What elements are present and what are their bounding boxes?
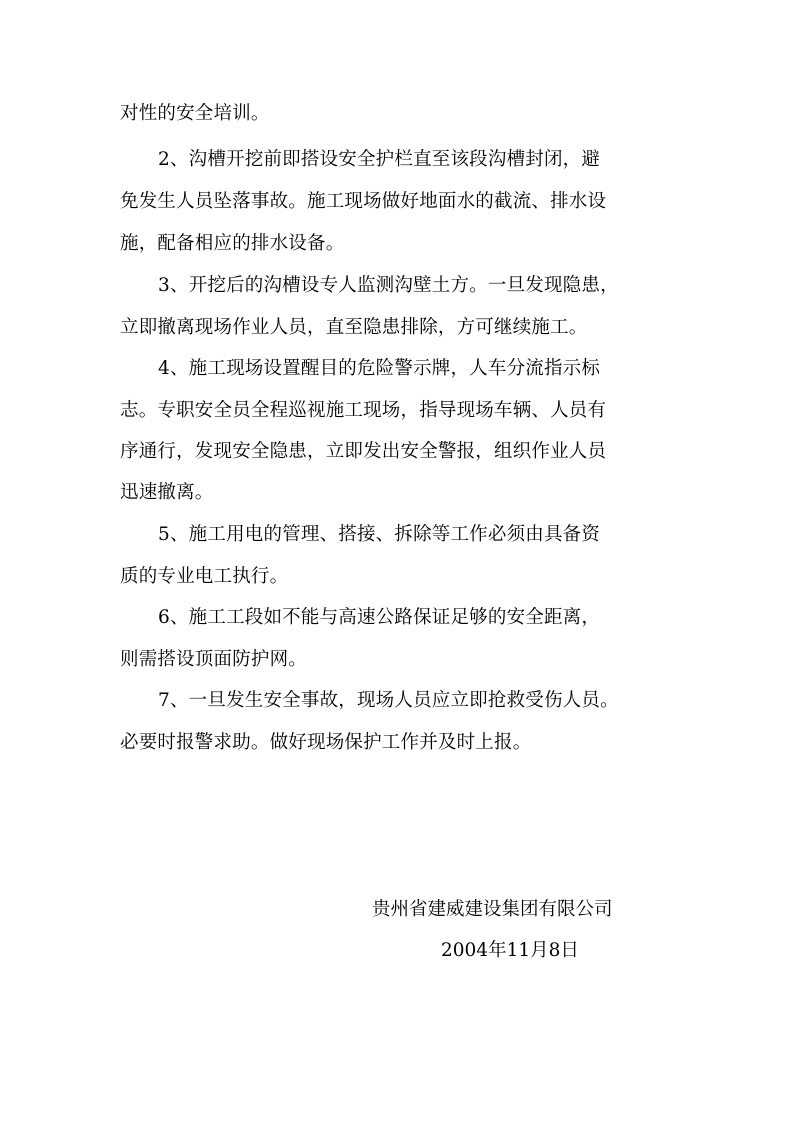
body-text-line: 施，配备相应的排水设备。 (120, 233, 345, 254)
body-text-line: 则需搭设顶面防护网。 (120, 649, 308, 670)
body-text-line: 志。专职安全员全程巡视施工现场，指导现场车辆、人员有 (120, 400, 607, 421)
item-2-text: 2、沟槽开挖前即搭设安全护栏直至该段沟槽封闭，避 (158, 149, 601, 170)
item-7-text: 7、一旦发生安全事故，现场人员应立即抢救受伤人员。 (158, 690, 619, 711)
item-5-text: 5、施工用电的管理、搭接、拆除等工作必须由具备资 (158, 524, 601, 545)
body-text-line: 序通行，发现安全隐患，立即发出安全警报，组织作业人员 (120, 441, 607, 462)
body-text-line: 迅速撤离。 (120, 482, 214, 503)
item-6-text: 6、施工工段如不能与高速公路保证足够的安全距离， (158, 607, 601, 628)
body-text-line: 免发生人员坠落事故。施工现场做好地面水的截流、排水设 (120, 191, 607, 212)
body-text-line: 质的专业电工执行。 (120, 566, 289, 587)
body-text-line: 对性的安全培训。 (120, 103, 270, 124)
signature-organization: 贵州省建威建设集团有限公司 (372, 899, 613, 920)
item-4-text: 4、施工现场设置醒目的危险警示牌，人车分流指示标 (158, 358, 601, 379)
body-text-line: 立即撤离现场作业人员，直至隐患排除，方可继续施工。 (120, 317, 588, 338)
item-3-text: 3、开挖后的沟槽设专人监测沟壁土方。一旦发现隐患， (158, 275, 619, 296)
body-text-line: 必要时报警求助。做好现场保护工作并及时上报。 (120, 732, 532, 753)
signature-date: 2004年11月8日 (441, 940, 579, 961)
